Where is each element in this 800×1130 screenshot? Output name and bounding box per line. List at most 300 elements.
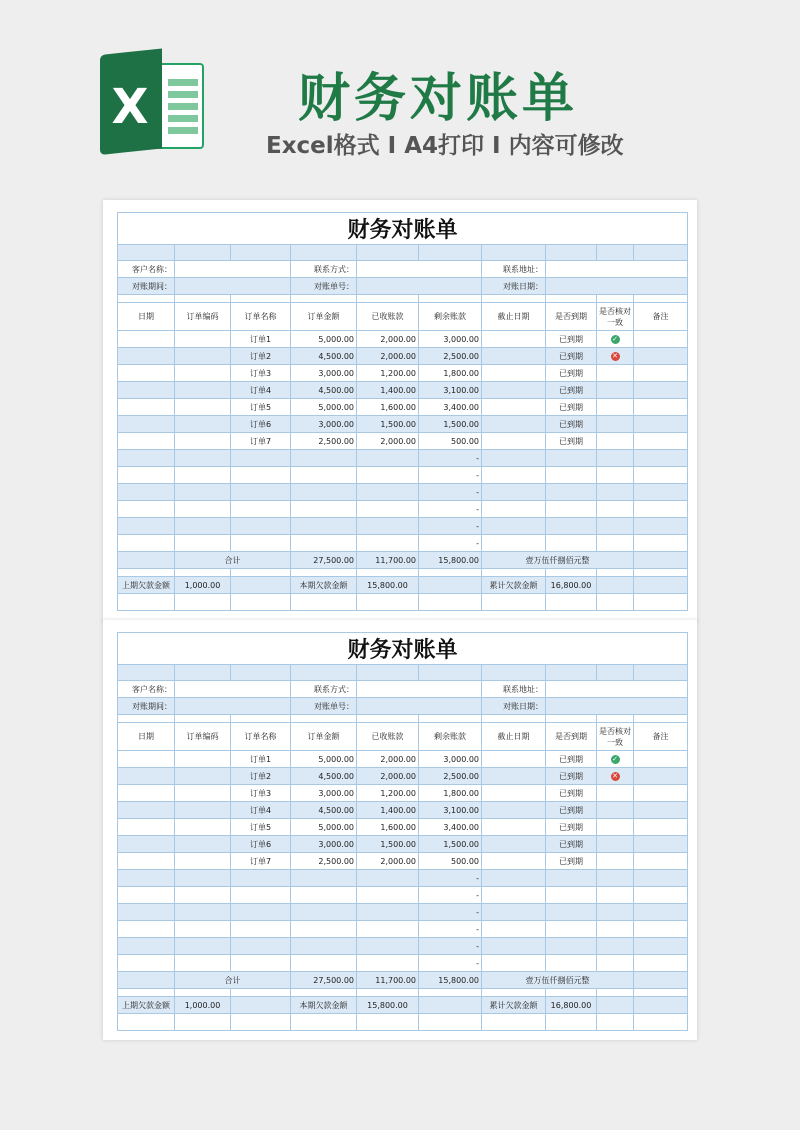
order-amount-cell[interactable]: [291, 501, 357, 518]
date-cell[interactable]: [118, 348, 175, 365]
notes-cell[interactable]: [634, 785, 688, 802]
remaining-cell[interactable]: -: [419, 501, 482, 518]
notes-cell[interactable]: [634, 938, 688, 955]
deadline-cell[interactable]: [482, 870, 546, 887]
notes-cell[interactable]: [634, 382, 688, 399]
col-header-received: 已收账款: [357, 723, 419, 751]
order-row: [118, 467, 688, 484]
contact-field[interactable]: [357, 681, 482, 698]
is-due-cell[interactable]: [546, 535, 597, 552]
received-cell[interactable]: 1,400.00: [357, 382, 419, 399]
statement-date-field[interactable]: [546, 278, 688, 295]
remaining-cell[interactable]: 2,500.00: [419, 768, 482, 785]
verified-cell[interactable]: [597, 467, 634, 484]
deadline-cell[interactable]: [482, 819, 546, 836]
deadline-cell[interactable]: [482, 785, 546, 802]
deadline-cell[interactable]: [482, 484, 546, 501]
order-name-cell[interactable]: [231, 921, 291, 938]
period-field[interactable]: [175, 698, 291, 715]
order-amount-cell[interactable]: 4,500.00: [291, 802, 357, 819]
total-label: 合计: [175, 972, 291, 989]
order-row: [118, 768, 688, 785]
order-amount-cell[interactable]: 5,000.00: [291, 751, 357, 768]
date-cell[interactable]: [118, 955, 175, 972]
is-due-cell[interactable]: [546, 518, 597, 535]
received-cell[interactable]: 1,600.00: [357, 399, 419, 416]
cumulative-balance-value[interactable]: 16,800.00: [546, 997, 597, 1014]
received-cell[interactable]: 2,000.00: [357, 751, 419, 768]
order-amount-cell[interactable]: [291, 484, 357, 501]
order-amount-cell[interactable]: [291, 518, 357, 535]
order-amount-cell[interactable]: [291, 535, 357, 552]
received-cell[interactable]: 1,200.00: [357, 365, 419, 382]
order-code-cell[interactable]: [175, 484, 231, 501]
col-header-remaining: 剩余账款: [419, 723, 482, 751]
order-name-cell[interactable]: [231, 501, 291, 518]
order-amount-cell[interactable]: [291, 887, 357, 904]
order-amount-cell[interactable]: 3,000.00: [291, 416, 357, 433]
deadline-cell[interactable]: [482, 518, 546, 535]
received-cell[interactable]: [357, 955, 419, 972]
verified-cell[interactable]: [597, 416, 634, 433]
order-amount-cell[interactable]: [291, 955, 357, 972]
remaining-cell[interactable]: 3,000.00: [419, 331, 482, 348]
notes-cell[interactable]: [634, 399, 688, 416]
verified-cell[interactable]: [597, 450, 634, 467]
order-rows: [118, 751, 688, 972]
received-cell[interactable]: [357, 501, 419, 518]
order-amount-cell[interactable]: 5,000.00: [291, 331, 357, 348]
order-amount-cell[interactable]: [291, 467, 357, 484]
date-cell[interactable]: [118, 450, 175, 467]
order-name-cell[interactable]: 订单4: [231, 382, 291, 399]
notes-cell[interactable]: [634, 365, 688, 382]
order-name-cell[interactable]: 订单3: [231, 785, 291, 802]
current-balance-value[interactable]: 15,800.00: [357, 997, 419, 1014]
remaining-cell[interactable]: 3,100.00: [419, 802, 482, 819]
date-cell[interactable]: [118, 399, 175, 416]
date-cell[interactable]: [118, 819, 175, 836]
order-amount-cell[interactable]: 3,000.00: [291, 365, 357, 382]
order-name-cell[interactable]: 订单2: [231, 348, 291, 365]
order-code-cell[interactable]: [175, 955, 231, 972]
remaining-cell[interactable]: -: [419, 535, 482, 552]
deadline-cell[interactable]: [482, 348, 546, 365]
deadline-cell[interactable]: [482, 751, 546, 768]
remaining-cell[interactable]: 1,800.00: [419, 365, 482, 382]
customer-name-label: 客户名称：: [118, 681, 175, 698]
received-cell[interactable]: [357, 535, 419, 552]
received-cell[interactable]: 1,500.00: [357, 416, 419, 433]
deadline-cell[interactable]: [482, 887, 546, 904]
notes-cell[interactable]: [634, 416, 688, 433]
order-code-cell[interactable]: [175, 467, 231, 484]
statement-date-field[interactable]: [546, 698, 688, 715]
remaining-cell[interactable]: -: [419, 870, 482, 887]
order-name-cell[interactable]: 订单3: [231, 365, 291, 382]
prev-balance-value[interactable]: 1,000.00: [175, 577, 231, 594]
customer-name-field[interactable]: [175, 681, 291, 698]
prev-balance-label: 上期欠款金额: [118, 577, 175, 594]
date-cell[interactable]: [118, 484, 175, 501]
date-cell[interactable]: [118, 467, 175, 484]
is-due-cell[interactable]: 已到期: [546, 399, 597, 416]
notes-cell[interactable]: [634, 955, 688, 972]
notes-cell[interactable]: [634, 836, 688, 853]
notes-cell[interactable]: [634, 768, 688, 785]
deadline-cell[interactable]: [482, 921, 546, 938]
check-ok-icon: ✓: [612, 335, 618, 343]
notes-cell[interactable]: [634, 802, 688, 819]
total-in-words: 壹万伍仟捌佰元整: [482, 972, 634, 989]
received-cell[interactable]: 1,400.00: [357, 802, 419, 819]
date-cell[interactable]: [118, 535, 175, 552]
order-name-cell[interactable]: 订单6: [231, 836, 291, 853]
order-amount-cell[interactable]: 3,000.00: [291, 785, 357, 802]
order-name-cell[interactable]: [231, 467, 291, 484]
date-cell[interactable]: [118, 365, 175, 382]
date-cell[interactable]: [118, 785, 175, 802]
deadline-cell[interactable]: [482, 331, 546, 348]
is-due-cell[interactable]: [546, 870, 597, 887]
received-cell[interactable]: [357, 484, 419, 501]
remaining-cell[interactable]: -: [419, 518, 482, 535]
order-name-cell[interactable]: [231, 518, 291, 535]
is-due-cell[interactable]: [546, 467, 597, 484]
verified-cell[interactable]: [597, 501, 634, 518]
order-code-cell[interactable]: [175, 853, 231, 870]
date-cell[interactable]: [118, 433, 175, 450]
verified-cell[interactable]: [597, 768, 634, 785]
verified-cell[interactable]: [597, 870, 634, 887]
order-code-cell[interactable]: [175, 399, 231, 416]
verified-cell[interactable]: [597, 518, 634, 535]
verified-cell[interactable]: [597, 365, 634, 382]
remaining-cell[interactable]: 500.00: [419, 433, 482, 450]
prev-balance-value[interactable]: 1,000.00: [175, 997, 231, 1014]
is-due-cell[interactable]: [546, 955, 597, 972]
remaining-cell[interactable]: 3,100.00: [419, 382, 482, 399]
is-due-cell[interactable]: 已到期: [546, 836, 597, 853]
date-cell[interactable]: [118, 938, 175, 955]
received-cell[interactable]: 2,000.00: [357, 331, 419, 348]
verified-cell[interactable]: [597, 751, 634, 768]
order-name-cell[interactable]: 订单5: [231, 399, 291, 416]
is-due-cell[interactable]: 已到期: [546, 768, 597, 785]
order-name-cell[interactable]: [231, 938, 291, 955]
verified-cell[interactable]: [597, 785, 634, 802]
order-code-cell[interactable]: [175, 836, 231, 853]
date-cell[interactable]: [118, 836, 175, 853]
order-name-cell[interactable]: 订单2: [231, 768, 291, 785]
notes-cell[interactable]: [634, 853, 688, 870]
order-amount-cell[interactable]: 4,500.00: [291, 348, 357, 365]
date-cell[interactable]: [118, 904, 175, 921]
verified-cell[interactable]: [597, 535, 634, 552]
remaining-cell[interactable]: -: [419, 938, 482, 955]
received-cell[interactable]: 1,200.00: [357, 785, 419, 802]
verified-cell[interactable]: [597, 382, 634, 399]
order-amount-cell[interactable]: [291, 870, 357, 887]
period-field[interactable]: [175, 278, 291, 295]
received-cell[interactable]: 1,500.00: [357, 836, 419, 853]
order-amount-cell[interactable]: 5,000.00: [291, 819, 357, 836]
remaining-cell[interactable]: 2,500.00: [419, 348, 482, 365]
date-cell[interactable]: [118, 416, 175, 433]
received-cell[interactable]: [357, 938, 419, 955]
is-due-cell[interactable]: 已到期: [546, 785, 597, 802]
date-cell[interactable]: [118, 887, 175, 904]
page-title: 财务对账单: [298, 69, 579, 129]
order-code-cell[interactable]: [175, 450, 231, 467]
order-code-cell[interactable]: [175, 904, 231, 921]
statement-sheet-1: [103, 200, 697, 623]
order-name-cell[interactable]: [231, 450, 291, 467]
verified-cell[interactable]: [597, 887, 634, 904]
statement-title: 财务对账单: [118, 633, 688, 665]
remaining-cell[interactable]: 3,400.00: [419, 399, 482, 416]
order-row: [118, 785, 688, 802]
order-row: [118, 399, 688, 416]
order-name-cell[interactable]: 订单7: [231, 853, 291, 870]
order-code-cell[interactable]: [175, 768, 231, 785]
remaining-cell[interactable]: -: [419, 921, 482, 938]
received-cell[interactable]: 2,000.00: [357, 348, 419, 365]
order-code-cell[interactable]: [175, 887, 231, 904]
statement-number-field[interactable]: [357, 698, 482, 715]
notes-cell[interactable]: [634, 450, 688, 467]
is-due-cell[interactable]: [546, 501, 597, 518]
order-code-cell[interactable]: [175, 870, 231, 887]
verified-cell[interactable]: [597, 819, 634, 836]
order-row: [118, 365, 688, 382]
verified-cell[interactable]: [597, 904, 634, 921]
is-due-cell[interactable]: 已到期: [546, 819, 597, 836]
order-amount-cell[interactable]: 4,500.00: [291, 382, 357, 399]
order-code-cell[interactable]: [175, 785, 231, 802]
deadline-cell[interactable]: [482, 433, 546, 450]
is-due-cell[interactable]: [546, 484, 597, 501]
order-name-cell[interactable]: [231, 887, 291, 904]
order-name-cell[interactable]: [231, 904, 291, 921]
date-cell[interactable]: [118, 853, 175, 870]
remaining-cell[interactable]: -: [419, 955, 482, 972]
received-cell[interactable]: [357, 467, 419, 484]
order-name-cell[interactable]: 订单4: [231, 802, 291, 819]
received-cell[interactable]: [357, 887, 419, 904]
verified-cell[interactable]: [597, 921, 634, 938]
order-name-cell[interactable]: 订单5: [231, 819, 291, 836]
is-due-cell[interactable]: [546, 921, 597, 938]
order-code-cell[interactable]: [175, 416, 231, 433]
order-amount-cell[interactable]: 5,000.00: [291, 399, 357, 416]
is-due-cell[interactable]: 已到期: [546, 331, 597, 348]
order-amount-cell[interactable]: [291, 938, 357, 955]
is-due-cell[interactable]: 已到期: [546, 802, 597, 819]
col-header-received: 已收账款: [357, 303, 419, 331]
received-cell[interactable]: 2,000.00: [357, 433, 419, 450]
order-code-cell[interactable]: [175, 348, 231, 365]
date-cell[interactable]: [118, 921, 175, 938]
order-code-cell[interactable]: [175, 365, 231, 382]
verified-cell[interactable]: [597, 399, 634, 416]
remaining-cell[interactable]: 3,400.00: [419, 819, 482, 836]
notes-cell[interactable]: [634, 870, 688, 887]
cumulative-balance-value[interactable]: 16,800.00: [546, 577, 597, 594]
notes-cell[interactable]: [634, 433, 688, 450]
received-cell[interactable]: [357, 450, 419, 467]
statement-number-field[interactable]: [357, 278, 482, 295]
order-code-cell[interactable]: [175, 819, 231, 836]
contact-field[interactable]: [357, 261, 482, 278]
date-cell[interactable]: [118, 751, 175, 768]
verified-cell[interactable]: [597, 955, 634, 972]
date-cell[interactable]: [118, 501, 175, 518]
is-due-cell[interactable]: 已到期: [546, 365, 597, 382]
order-amount-cell[interactable]: 2,500.00: [291, 853, 357, 870]
deadline-cell[interactable]: [482, 853, 546, 870]
date-cell[interactable]: [118, 870, 175, 887]
remaining-cell[interactable]: -: [419, 450, 482, 467]
notes-cell[interactable]: [634, 921, 688, 938]
deadline-cell[interactable]: [482, 955, 546, 972]
order-code-cell[interactable]: [175, 518, 231, 535]
current-balance-value[interactable]: 15,800.00: [357, 577, 419, 594]
order-name-cell[interactable]: 订单1: [231, 331, 291, 348]
deadline-cell[interactable]: [482, 904, 546, 921]
order-code-cell[interactable]: [175, 433, 231, 450]
address-field[interactable]: [546, 261, 688, 278]
received-cell[interactable]: 1,600.00: [357, 819, 419, 836]
verified-cell[interactable]: [597, 433, 634, 450]
verified-cell[interactable]: [597, 836, 634, 853]
verified-cell[interactable]: [597, 331, 634, 348]
order-name-cell[interactable]: 订单6: [231, 416, 291, 433]
verified-cell[interactable]: [597, 938, 634, 955]
deadline-cell[interactable]: [482, 467, 546, 484]
order-name-cell[interactable]: [231, 535, 291, 552]
order-amount-cell[interactable]: 4,500.00: [291, 768, 357, 785]
date-cell[interactable]: [118, 518, 175, 535]
deadline-cell[interactable]: [482, 535, 546, 552]
remaining-cell[interactable]: 1,800.00: [419, 785, 482, 802]
notes-cell[interactable]: [634, 819, 688, 836]
is-due-cell[interactable]: 已到期: [546, 382, 597, 399]
remaining-cell[interactable]: -: [419, 904, 482, 921]
is-due-cell[interactable]: 已到期: [546, 433, 597, 450]
check-mismatch-icon: ✕: [612, 772, 618, 780]
order-name-cell[interactable]: [231, 955, 291, 972]
is-due-cell[interactable]: 已到期: [546, 416, 597, 433]
received-cell[interactable]: [357, 518, 419, 535]
prev-balance-label: 上期欠款金额: [118, 997, 175, 1014]
order-amount-cell[interactable]: 3,000.00: [291, 836, 357, 853]
order-code-cell[interactable]: [175, 751, 231, 768]
is-due-cell[interactable]: 已到期: [546, 348, 597, 365]
date-cell[interactable]: [118, 802, 175, 819]
order-amount-cell[interactable]: 2,500.00: [291, 433, 357, 450]
deadline-cell[interactable]: [482, 802, 546, 819]
order-code-cell[interactable]: [175, 331, 231, 348]
received-cell[interactable]: [357, 870, 419, 887]
verified-cell[interactable]: [597, 484, 634, 501]
deadline-cell[interactable]: [482, 416, 546, 433]
date-cell[interactable]: [118, 382, 175, 399]
verified-cell[interactable]: [597, 853, 634, 870]
remaining-cell[interactable]: -: [419, 484, 482, 501]
notes-cell[interactable]: [634, 348, 688, 365]
is-due-cell[interactable]: [546, 904, 597, 921]
verified-cell[interactable]: [597, 802, 634, 819]
received-cell[interactable]: [357, 904, 419, 921]
order-name-cell[interactable]: [231, 870, 291, 887]
is-due-cell[interactable]: 已到期: [546, 751, 597, 768]
remaining-cell[interactable]: -: [419, 887, 482, 904]
verified-cell[interactable]: [597, 348, 634, 365]
notes-cell[interactable]: [634, 331, 688, 348]
order-code-cell[interactable]: [175, 501, 231, 518]
order-amount-cell[interactable]: [291, 904, 357, 921]
col-header-order-code: 订单编码: [175, 723, 231, 751]
deadline-cell[interactable]: [482, 836, 546, 853]
received-cell[interactable]: 2,000.00: [357, 853, 419, 870]
notes-cell[interactable]: [634, 904, 688, 921]
order-code-cell[interactable]: [175, 802, 231, 819]
order-code-cell[interactable]: [175, 382, 231, 399]
remaining-cell[interactable]: -: [419, 467, 482, 484]
order-row: [118, 887, 688, 904]
notes-cell[interactable]: [634, 535, 688, 552]
order-code-cell[interactable]: [175, 535, 231, 552]
deadline-cell[interactable]: [482, 768, 546, 785]
notes-cell[interactable]: [634, 467, 688, 484]
deadline-cell[interactable]: [482, 399, 546, 416]
notes-cell[interactable]: [634, 518, 688, 535]
order-name-cell[interactable]: 订单7: [231, 433, 291, 450]
deadline-cell[interactable]: [482, 365, 546, 382]
deadline-cell[interactable]: [482, 501, 546, 518]
remaining-cell[interactable]: 500.00: [419, 853, 482, 870]
address-field[interactable]: [546, 681, 688, 698]
deadline-cell[interactable]: [482, 938, 546, 955]
notes-cell[interactable]: [634, 484, 688, 501]
deadline-cell[interactable]: [482, 450, 546, 467]
deadline-cell[interactable]: [482, 382, 546, 399]
notes-cell[interactable]: [634, 751, 688, 768]
notes-cell[interactable]: [634, 887, 688, 904]
is-due-cell[interactable]: [546, 887, 597, 904]
order-name-cell[interactable]: [231, 484, 291, 501]
is-due-cell[interactable]: [546, 938, 597, 955]
received-cell[interactable]: [357, 921, 419, 938]
is-due-cell[interactable]: 已到期: [546, 853, 597, 870]
order-row: [118, 870, 688, 887]
received-cell[interactable]: 2,000.00: [357, 768, 419, 785]
order-code-cell[interactable]: [175, 921, 231, 938]
notes-cell[interactable]: [634, 501, 688, 518]
is-due-cell[interactable]: [546, 450, 597, 467]
date-cell[interactable]: [118, 331, 175, 348]
order-name-cell[interactable]: 订单1: [231, 751, 291, 768]
remaining-cell[interactable]: 3,000.00: [419, 751, 482, 768]
remaining-cell[interactable]: 1,500.00: [419, 416, 482, 433]
remaining-cell[interactable]: 1,500.00: [419, 836, 482, 853]
date-cell[interactable]: [118, 768, 175, 785]
order-amount-cell[interactable]: [291, 921, 357, 938]
order-code-cell[interactable]: [175, 938, 231, 955]
customer-name-field[interactable]: [175, 261, 291, 278]
order-amount-cell[interactable]: [291, 450, 357, 467]
